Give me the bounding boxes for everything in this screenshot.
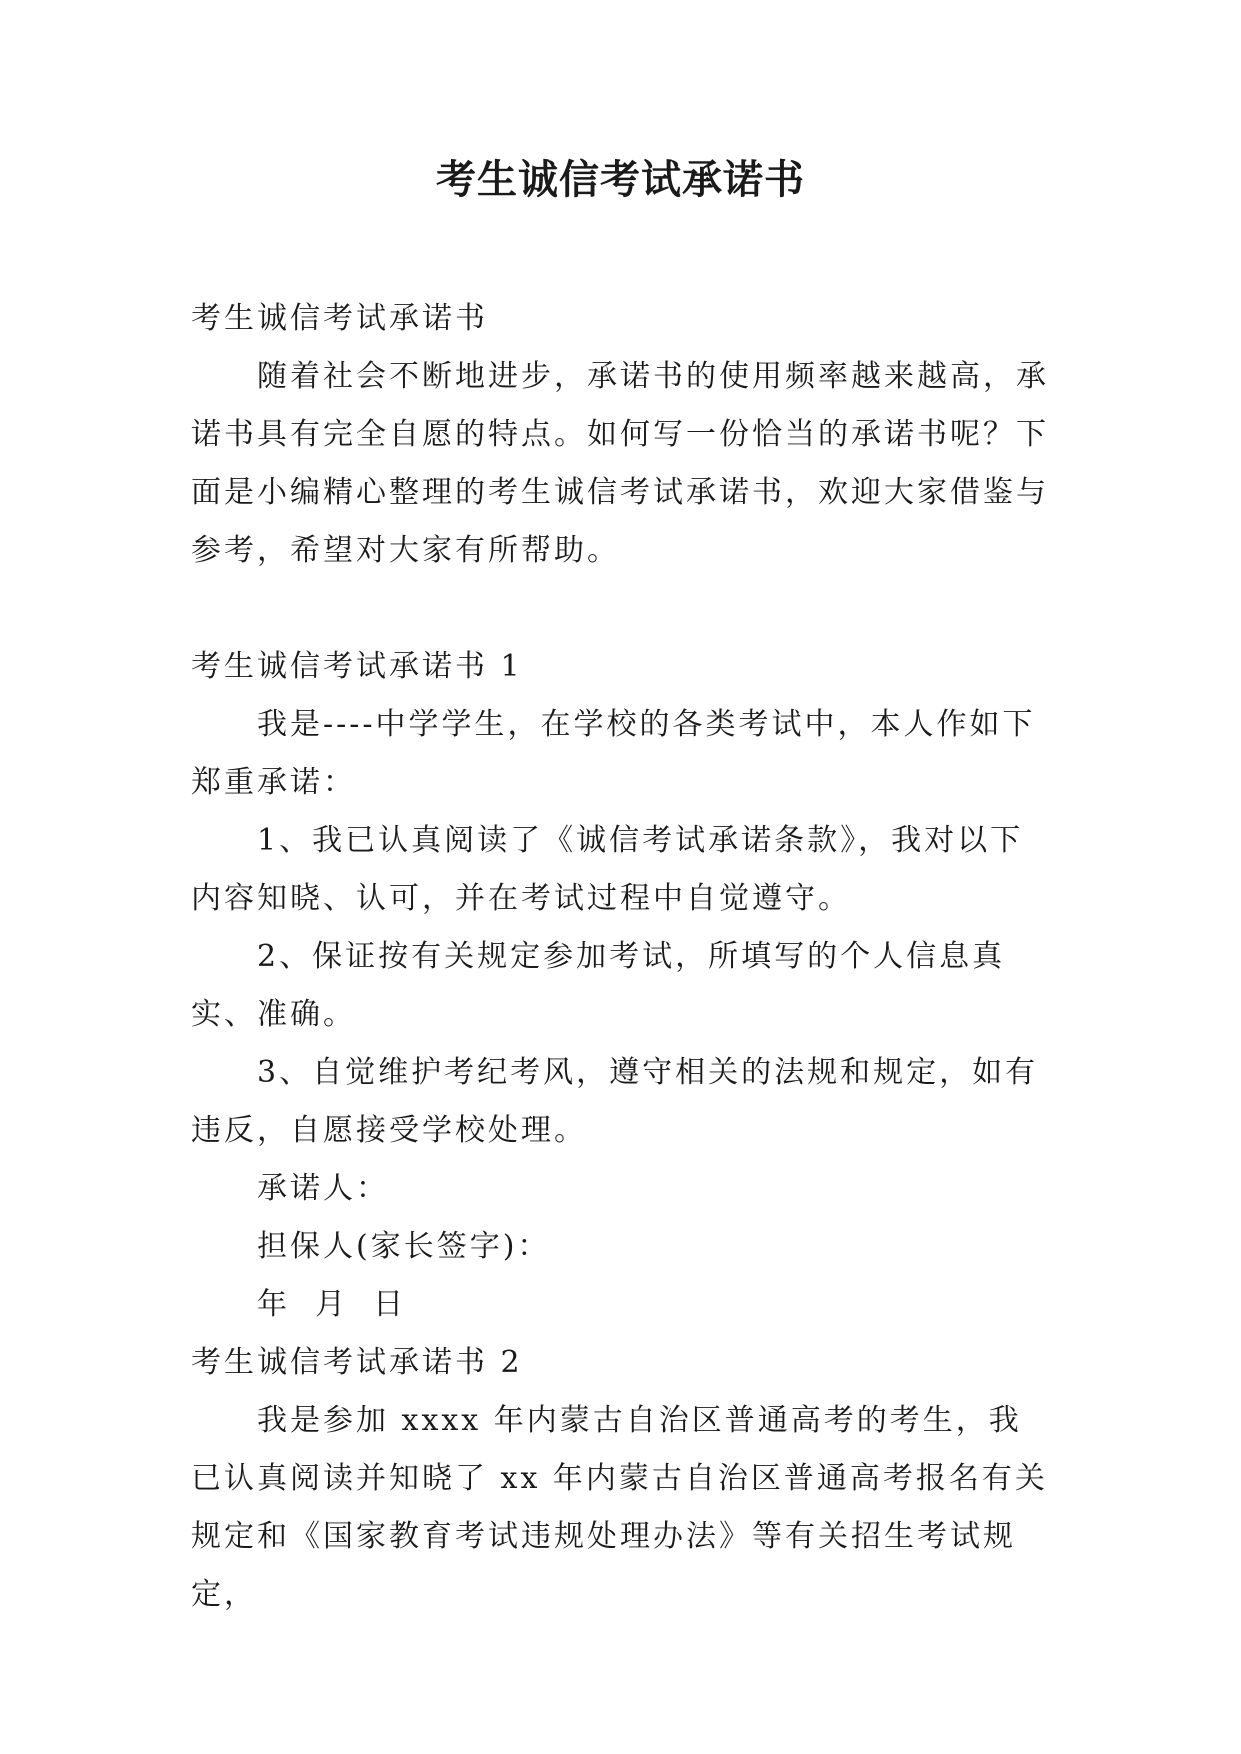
section1-item-2: 2、保证按有关规定参加考试，所填写的个人信息真实、准确。 xyxy=(191,939,1006,1032)
intro-heading: 考生诚信考试承诺书 xyxy=(191,301,488,336)
section1-item-3: 3、自觉维护考纪考风，遵守相关的法规和规定，如有违反，自愿接受学校处理。 xyxy=(191,1055,1039,1148)
section1-item-1: 1、我已认真阅读了《诚信考试承诺条款》，我对以下内容知晓、认可，并在考试过程中自觉遵守。 xyxy=(191,823,1024,916)
intro-paragraph: 随着社会不断地进步，承诺书的使用频率越来越高，承诺书具有完全自愿的特点。如何写一份恰当的承诺书呢？下面是小编精心整理的考生诚信考试承诺书，欢迎大家借鉴与参考，希望对大家有所帮助。 xyxy=(191,359,1049,568)
section2-heading: 考生诚信考试承诺书 2 xyxy=(191,1345,523,1380)
promisor-line: 承诺人： xyxy=(257,1171,389,1206)
section2-opening: 我是参加 xxxx 年内蒙古自治区普通高考的考生，我已认真阅读并知晓了 xx 年内蒙古自治区普通高考报名有关规定和《国家教育考试违规处理办法》等有关招生考试规定， xyxy=(191,1403,1048,1612)
section1-opening: 我是----中学学生，在学校的各类考试中，本人作如下郑重承诺： xyxy=(191,707,1036,800)
paragraph-gap xyxy=(191,580,1051,638)
date-line: 年 月 日 xyxy=(257,1287,407,1322)
document-body xyxy=(191,290,1051,1624)
section1-heading: 考生诚信考试承诺书 1 xyxy=(191,649,523,684)
guarantor-line: 担保人(家长签字)： xyxy=(257,1229,551,1264)
document-title: 考生诚信考试承诺书 xyxy=(436,157,805,203)
